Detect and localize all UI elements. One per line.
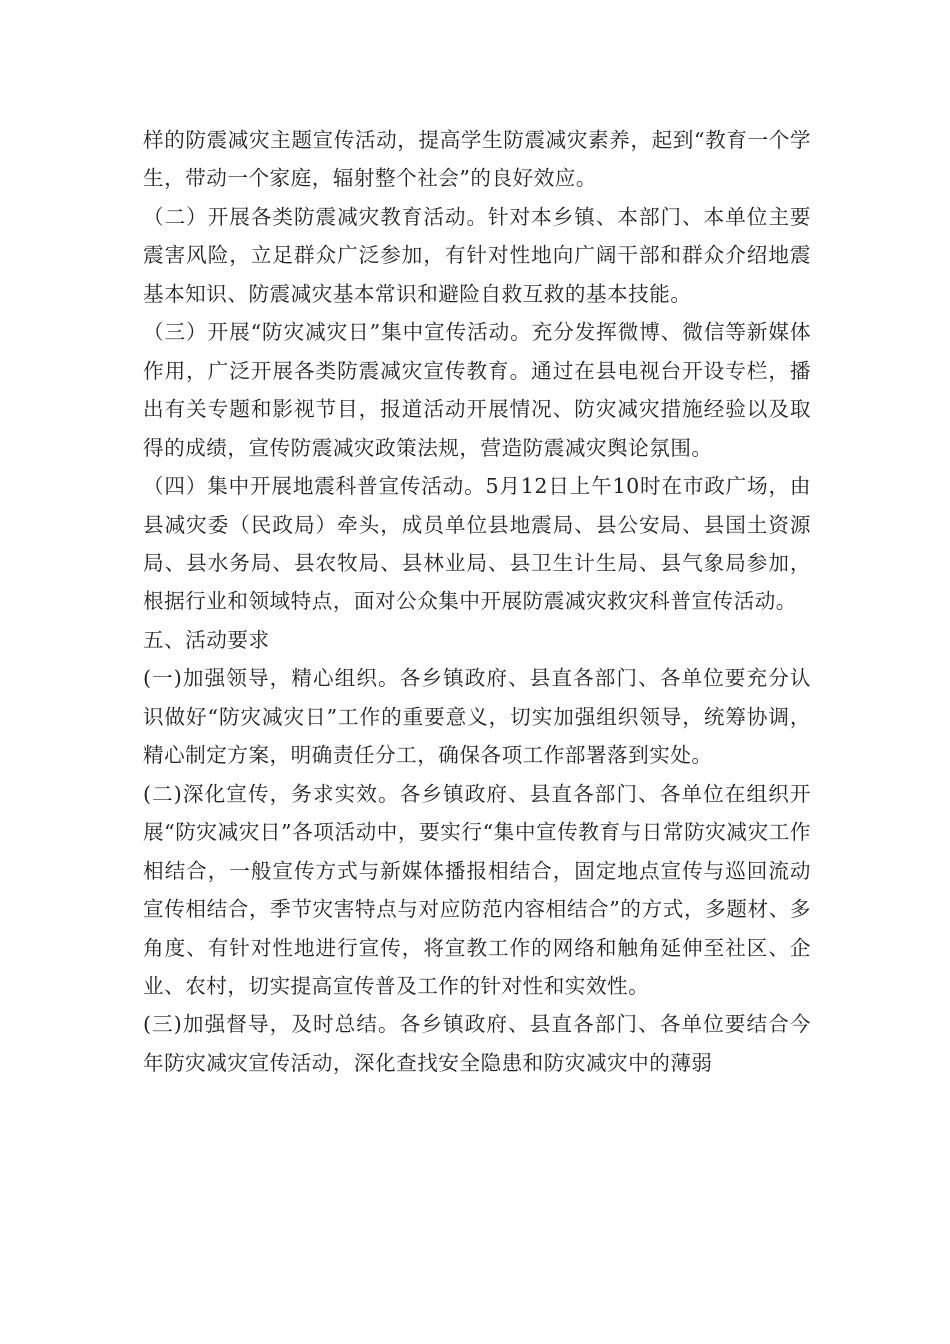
paragraph-requirement-3: (三)加强督导，及时总结。各乡镇政府、县直各部门、各单位要结合今年防灾减灾宣传活动，深化查找安全隐患和防灾减灾中的薄弱 — [143, 1012, 811, 1075]
section-heading-requirements: 五、活动要求 — [143, 627, 270, 652]
paragraph-requirement-1: (一)加强领导，精心组织。各乡镇政府、县直各部门、各单位要充分认识做好“防灾减灾日”工作的重要意义，切实加强组织领导，统筹协调，精心制定方案，明确责任分工，确保各项工作部署落到实处。 — [143, 666, 811, 768]
paragraph-requirement-2: (二)深化宣传，务求实效。各乡镇政府、县直各部门、各单位在组织开展“防灾减灾日”各项活动中，要实行“集中宣传教育与日常防灾减灾工作相结合，一般宣传方式与新媒体播报相结合，固定地点宣传与巡回流动宣传相结合，季节灾害特点与对应防范内容相结合”的方式，多题材、多角度、有针对性地进行宣传，将宣教工作的网络和触角延伸至社区、企业、农村，切实提高宣传普及工作的针对性和实效性。 — [143, 781, 811, 998]
paragraph-item-3: （三）开展“防灾减灾日”集中宣传活动。充分发挥微博、微信等新媒体作用，广泛开展各类防震减灾宣传教育。通过在县电视台开设专栏，播出有关专题和影视节目，报道活动开展情况、防灾减灾措施经验以及取得的成绩，宣传防震减灾政策法规，营造防震减灾舆论氛围。 — [143, 320, 811, 460]
paragraph-item-2: （二）开展各类防震减灾教育活动。针对本乡镇、本部门、本单位主要震害风险，立足群众广泛参加，有针对性地向广阔干部和群众介绍地震基本知识、防震减灾基本常识和避险自救互救的基本技能。 — [143, 204, 811, 306]
paragraph-intro-continuation: 样的防震减灾主题宣传活动，提高学生防震减灾素养，起到“教育一个学生，带动一个家庭，辐射整个社会”的良好效应。 — [143, 128, 811, 191]
document-body — [143, 121, 811, 1082]
paragraph-item-4: （四）集中开展地震科普宣传活动。5月12日上午10时在市政广场，由县减灾委（民政局）牵头，成员单位县地震局、县公安局、县国土资源局、县水务局、县农牧局、县林业局、县卫生计生局、县气象局参加，根据行业和领域特点，面对公众集中开展防震减灾救灾科普宣传活动。 — [143, 474, 811, 614]
